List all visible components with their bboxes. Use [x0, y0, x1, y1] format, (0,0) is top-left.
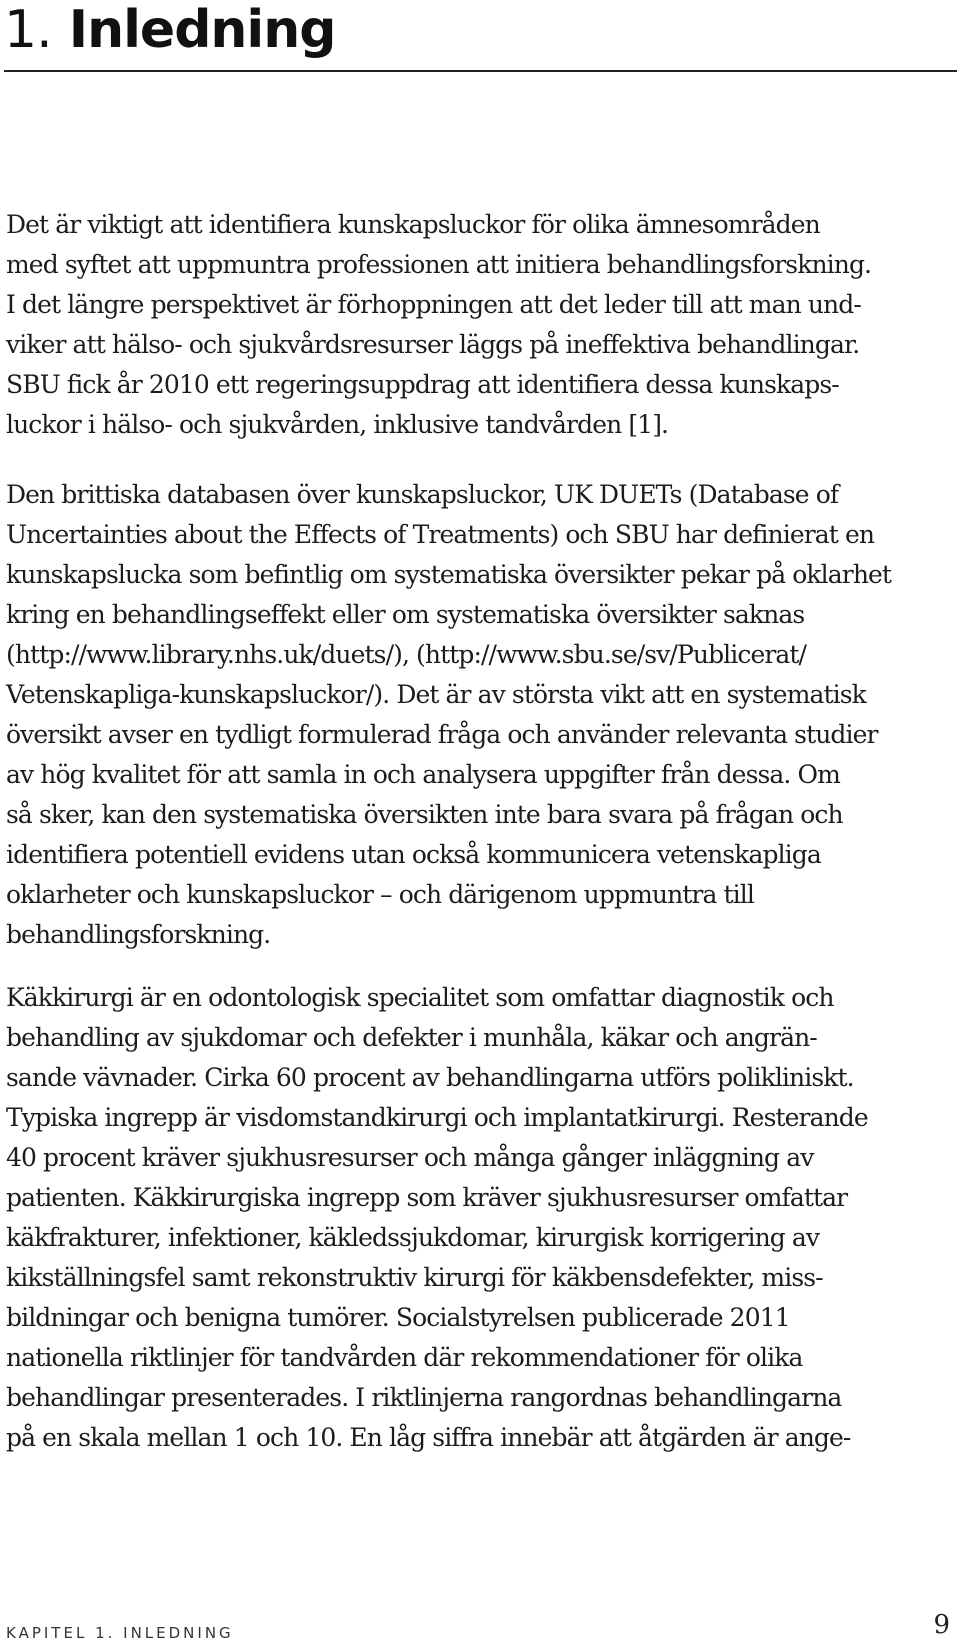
text-line: I det längre perspektivet är förhoppningen att det leder till att man und-: [6, 290, 861, 319]
text-line: sande vävnader. Cirka 60 procent av behandlingarna utförs polikliniskt.: [6, 1063, 854, 1092]
text-line: 40 procent kräver sjukhusresurser och många gånger inläggning av: [6, 1143, 814, 1172]
paragraph-3: [6, 978, 946, 1458]
text-line: Uncertainties about the Effects of Treatments) och SBU har definierat en: [6, 520, 875, 549]
paragraph-2: [6, 475, 946, 955]
chapter-heading: [4, 0, 336, 60]
page-number: 9: [933, 1610, 950, 1640]
text-line: Det är viktigt att identifiera kunskapsluckor för olika ämnesområden: [6, 210, 820, 239]
text-line: på en skala mellan 1 och 10. En låg siffra innebär att åtgärden är ange-: [6, 1423, 851, 1452]
text-line: viker att hälso- och sjukvårdsresurser läggs på ineffektiva behandlingar.: [6, 330, 860, 359]
text-line: Vetenskapliga-kunskapsluckor/). Det är av största vikt att en systematisk: [6, 680, 866, 709]
text-line: kunskapslucka som befintlig om systematiska översikter pekar på oklarhet: [6, 560, 892, 589]
text-line: käkfrakturer, infektioner, käkledssjukdomar, kirurgisk korrigering av: [6, 1223, 820, 1252]
chapter-number: 1.: [4, 0, 52, 60]
text-line: patienten. Käkkirurgiska ingrepp som kräver sjukhusresurser omfattar: [6, 1183, 848, 1212]
heading-rule: [4, 70, 957, 72]
text-line: identifiera potentiell evidens utan också kommunicera vetenskapliga: [6, 840, 821, 869]
text-line: SBU fick år 2010 ett regeringsuppdrag att identifiera dessa kunskaps-: [6, 370, 839, 399]
paragraph-1: [6, 205, 946, 445]
text-line: bildningar och benigna tumörer. Socialstyrelsen publicerade 2011: [6, 1303, 790, 1332]
text-line: oklarheter och kunskapsluckor – och därigenom uppmuntra till: [6, 880, 754, 909]
text-line: kikställningsfel samt rekonstruktiv kirurgi för käkbensdefekter, miss-: [6, 1263, 823, 1292]
text-line: översikt avser en tydligt formulerad fråga och använder relevanta studier: [6, 720, 878, 749]
text-line: nationella riktlinjer för tandvården där rekommendationer för olika: [6, 1343, 803, 1372]
text-line: Käkkirurgi är en odontologisk specialitet som omfattar diagnostik och: [6, 983, 834, 1012]
text-line: behandling av sjukdomar och defekter i munhåla, käkar och angrän-: [6, 1023, 817, 1052]
text-line: Typiska ingrepp är visdomstandkirurgi och implantatkirurgi. Resterande: [6, 1103, 868, 1132]
chapter-title: Inledning: [68, 0, 336, 60]
text-line: luckor i hälso- och sjukvården, inklusive tandvården [1].: [6, 410, 669, 439]
text-line: Den brittiska databasen över kunskapsluckor, UK DUETs (Database of: [6, 480, 839, 509]
text-line: så sker, kan den systematiska översikten inte bara svara på frågan och: [6, 800, 843, 829]
text-line: (http://www.library.nhs.uk/duets/), (http://www.sbu.se/sv/Publicerat/: [6, 640, 807, 669]
text-line: behandlingsforskning.: [6, 920, 271, 949]
running-footer: KAPITEL 1. INLEDNING: [6, 1624, 234, 1642]
text-line: behandlingar presenterades. I riktlinjerna rangordnas behandlingarna: [6, 1383, 842, 1412]
text-line: av hög kvalitet för att samla in och analysera uppgifter från dessa. Om: [6, 760, 840, 789]
text-line: med syftet att uppmuntra professionen att initiera behandlingsforskning.: [6, 250, 872, 279]
text-line: kring en behandlingseffekt eller om systematiska översikter saknas: [6, 600, 805, 629]
